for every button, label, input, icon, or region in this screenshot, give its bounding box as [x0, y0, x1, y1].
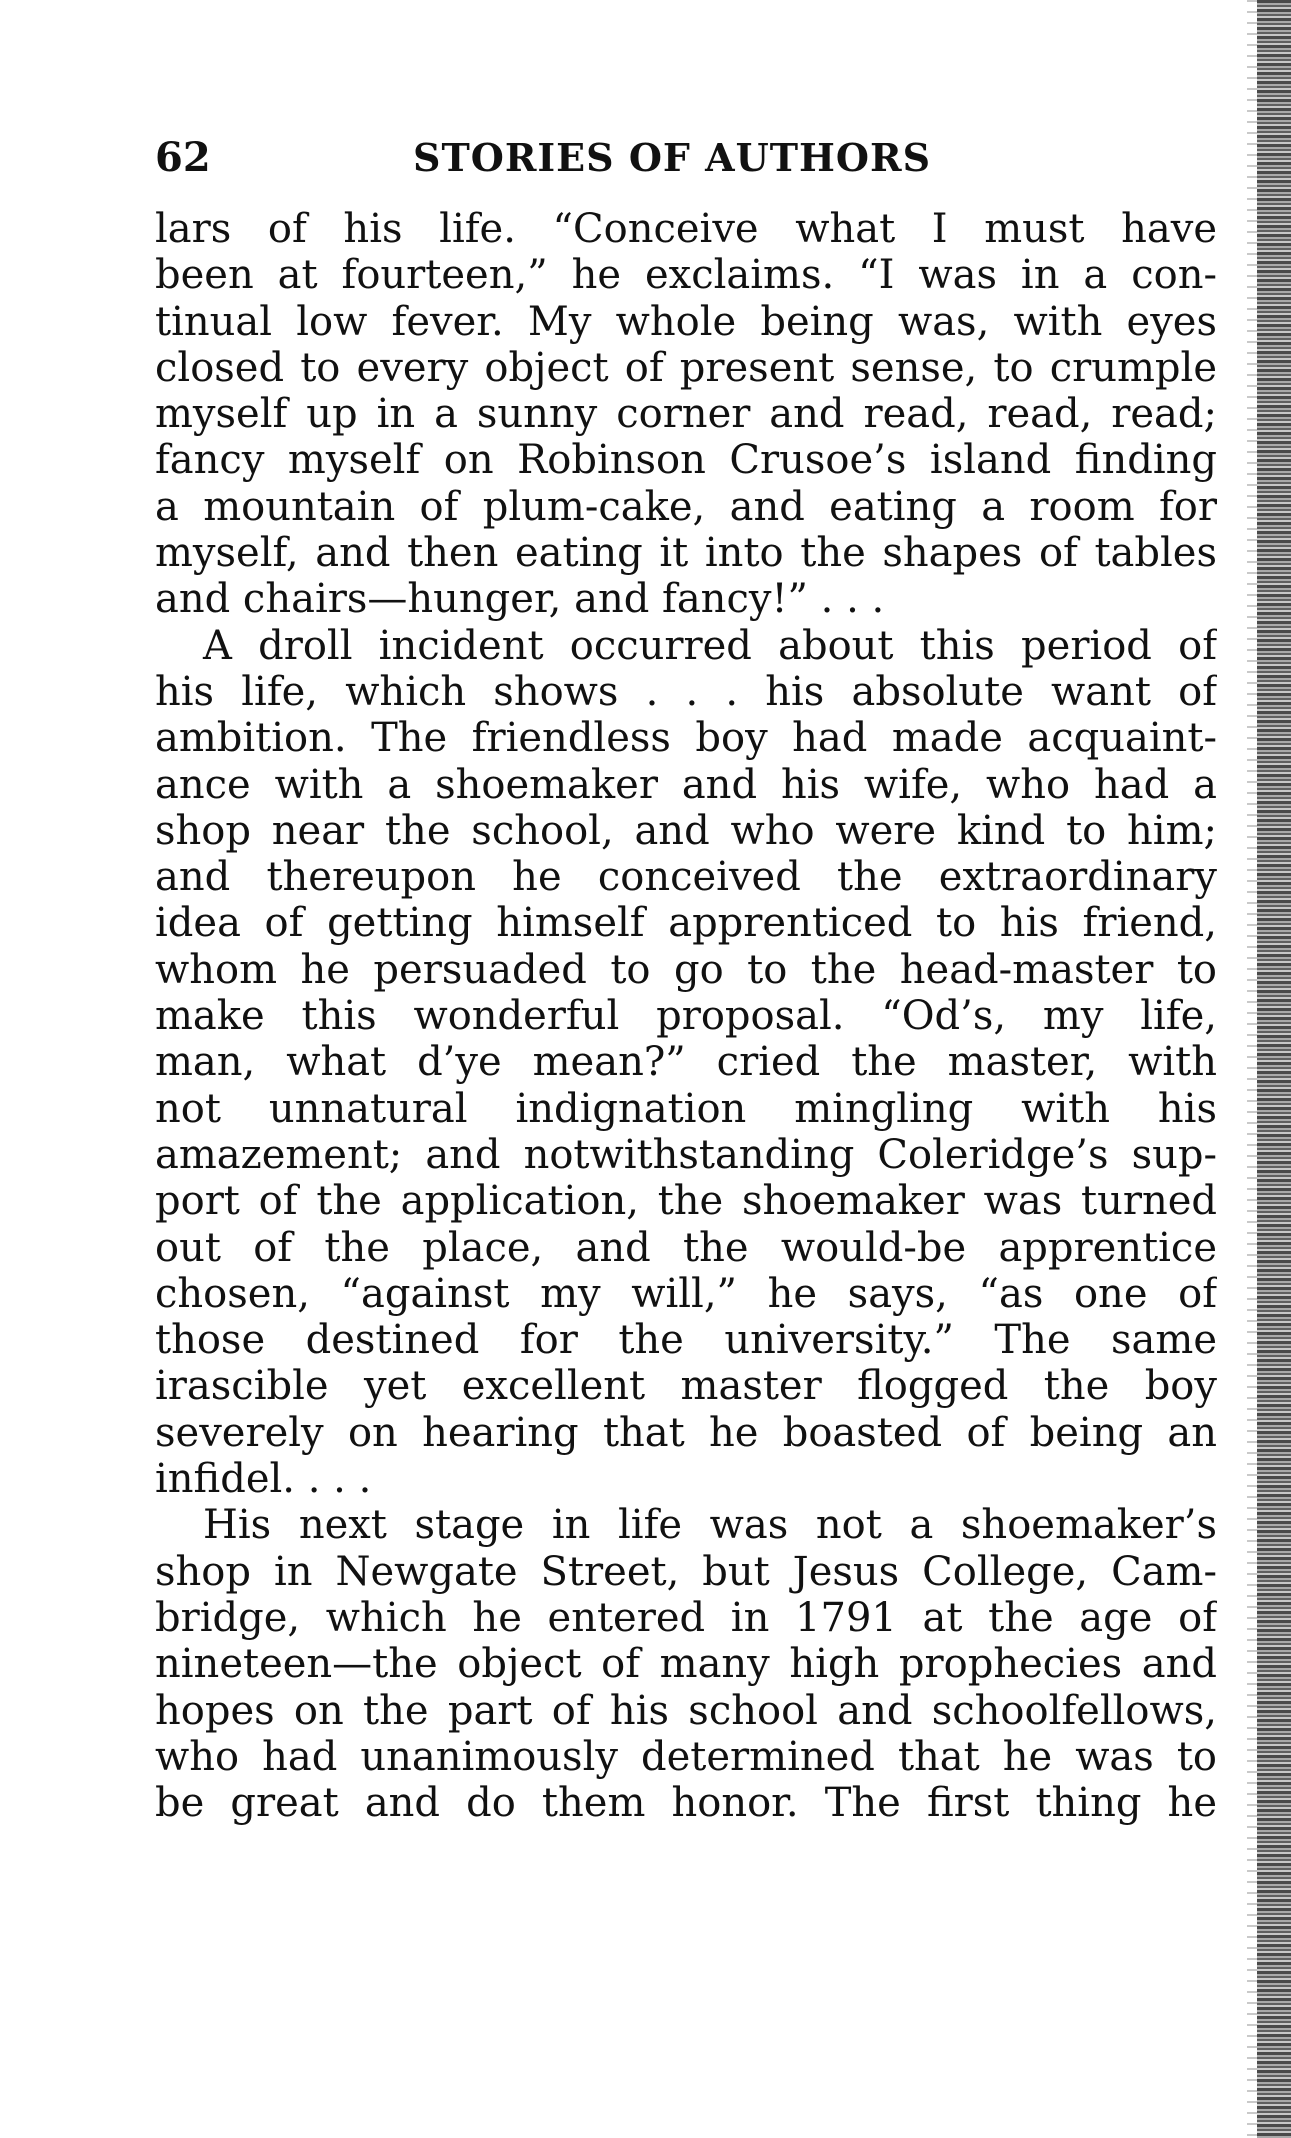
- text-line: amazement; and notwithstanding Coleridge’s sup-: [155, 1131, 1217, 1178]
- text-line: lars of his life. “Conceive what I must have: [155, 206, 1217, 252]
- text-line: idea of getting himself apprenticed to his friend,: [155, 900, 1217, 947]
- text-line: not unnatural indignation mingling with his: [155, 1085, 1217, 1132]
- text-line: man, what d’ye mean?” cried the master, with: [155, 1039, 1217, 1086]
- text-line: nineteen—the object of many high prophecies and: [155, 1641, 1217, 1688]
- text-line: shop in Newgate Street, but Jesus College, Cam-: [155, 1548, 1217, 1595]
- text-line: port of the application, the shoemaker was turned: [155, 1178, 1217, 1225]
- body-text: [155, 206, 1217, 1826]
- text-line: whom he persuaded to go to the head-master to: [155, 946, 1217, 993]
- text-line: A droll incident occurred about this period of: [203, 622, 1217, 669]
- text-line: myself, and then eating it into the shapes of tables: [155, 530, 1217, 577]
- text-line: chosen, “against my will,” he says, “as one of: [155, 1270, 1217, 1317]
- text-line: those destined for the university.” The same: [155, 1317, 1217, 1364]
- page-edge-texture: [1257, 0, 1291, 2138]
- text-line: make this wonderful proposal. “Od’s, my life,: [155, 993, 1217, 1040]
- text-line: ambition. The friendless boy had made acquaint-: [155, 715, 1217, 762]
- text-line: infidel. . . .: [155, 1456, 372, 1503]
- running-head: STORIES OF AUTHORS: [413, 135, 932, 180]
- text-line: who had unanimously determined that he was to: [155, 1733, 1217, 1780]
- text-line: tinual low fever. My whole being was, with eyes: [155, 298, 1217, 345]
- text-line: ance with a shoemaker and his wife, who had a: [155, 761, 1217, 808]
- text-line: fancy myself on Robinson Crusoe’s island finding: [155, 437, 1217, 484]
- page-header: [155, 128, 1215, 188]
- text-line: a mountain of plum-cake, and eating a room for: [155, 483, 1217, 530]
- text-line: his life, which shows . . . his absolute want of: [155, 668, 1217, 715]
- text-line: His next stage in life was not a shoemaker’s: [203, 1502, 1217, 1549]
- text-line: severely on hearing that he boasted of being an: [155, 1409, 1217, 1456]
- text-line: myself up in a sunny corner and read, read, read;: [155, 391, 1217, 438]
- page-number: 62: [155, 134, 211, 181]
- text-line: and chairs—hunger, and fancy!” . . .: [155, 576, 885, 623]
- text-line: hopes on the part of his school and schoolfellows,: [155, 1687, 1217, 1734]
- text-line: out of the place, and the would-be apprentice: [155, 1224, 1217, 1271]
- text-line: closed to every object of present sense, to crumple: [155, 344, 1217, 391]
- text-line: been at fourteen,” he exclaims. “I was in a con-: [155, 252, 1217, 299]
- text-line: bridge, which he entered in 1791 at the age of: [155, 1594, 1217, 1641]
- text-line: and thereupon he conceived the extraordinary: [155, 854, 1217, 901]
- text-line: be great and do them honor. The first thing he: [155, 1780, 1217, 1827]
- text-line: shop near the school, and who were kind to him;: [155, 807, 1217, 854]
- text-line: irascible yet excellent master flogged the boy: [155, 1363, 1217, 1410]
